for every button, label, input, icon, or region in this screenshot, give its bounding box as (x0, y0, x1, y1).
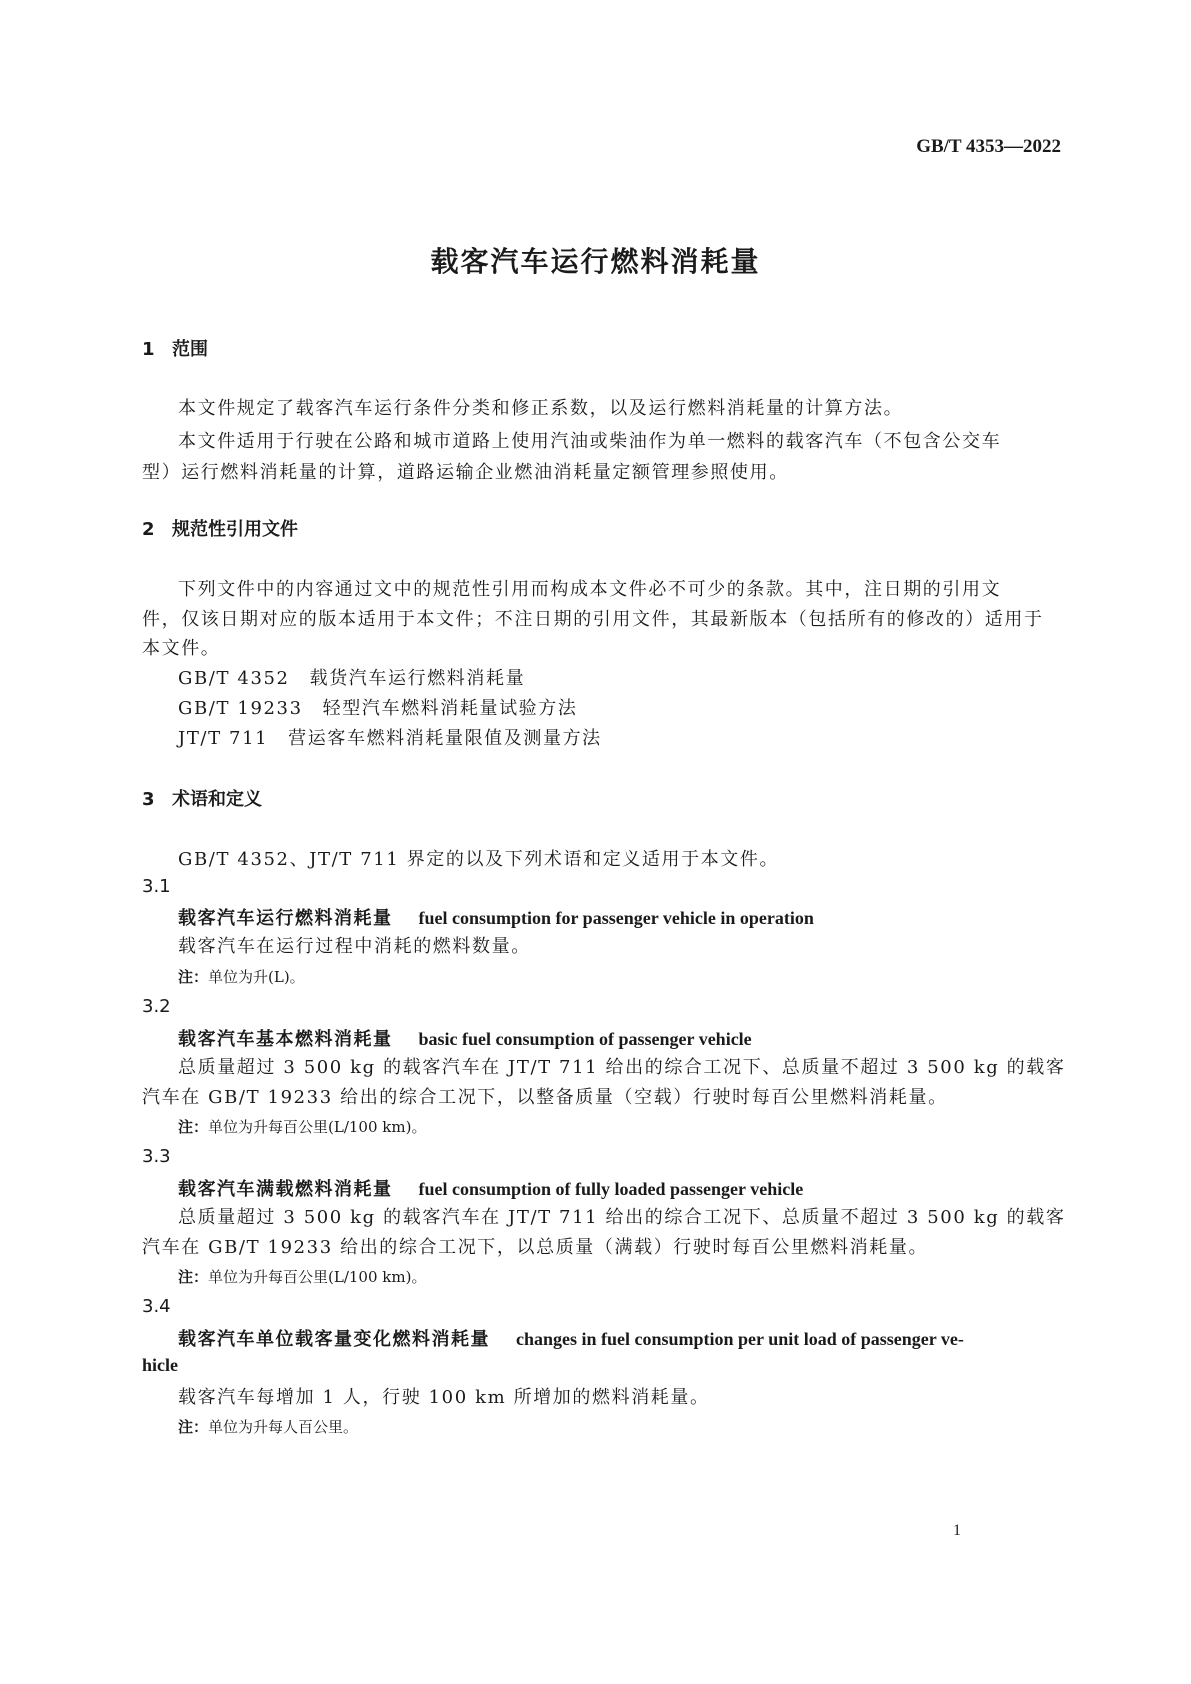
normative-reference (178, 722, 602, 756)
clause-number: 3.2 (142, 996, 171, 1017)
term-chinese: 载客汽车基本燃料消耗量 (178, 1029, 393, 1050)
normative-reference (178, 692, 577, 726)
note (178, 1116, 426, 1137)
term-chinese: 载客汽车满载燃料消耗量 (178, 1179, 393, 1200)
clause-number: 3.3 (142, 1146, 171, 1167)
term-heading (178, 1175, 803, 1201)
section-title: 术语和定义 (172, 789, 262, 810)
term-english: basic fuel consumption of passenger vehicle (418, 1029, 752, 1049)
paragraph: 本文件规定了载客汽车运行条件分类和修正系数，以及运行燃料消耗量的计算方法。 (178, 398, 904, 419)
reference-code: GB/T 4352 (178, 668, 290, 689)
paragraph-continuation: 型）运行燃料消耗量的计算，道路运输企业燃油消耗量定额管理参照使用。 (142, 462, 789, 483)
term-chinese: 载客汽车运行燃料消耗量 (178, 908, 393, 929)
term-definition: 总质量超过 3 500 kg 的载客汽车在 JT/T 711 给出的综合工况下、总质量不超过 3 500 kg 的载客 (178, 1057, 1066, 1078)
section-title: 规范性引用文件 (172, 519, 298, 540)
paragraph-continuation: 件，仅该日期对应的版本适用于本文件；不注日期的引用文件，其最新版本（包括所有的修改的）适用于 (142, 609, 1044, 630)
term-english: fuel consumption of fully loaded passenger vehicle (418, 1179, 804, 1199)
reference-title: 轻型汽车燃料消耗量试验方法 (322, 698, 578, 719)
paragraph-continuation: 本文件。 (142, 638, 221, 659)
note-label: 注： (178, 1418, 209, 1436)
page-number: 1 (953, 1522, 961, 1539)
section-2-heading (142, 515, 298, 541)
section-1-heading (142, 335, 208, 361)
reference-title: 载货汽车运行燃料消耗量 (309, 668, 526, 689)
section-3-heading (142, 785, 262, 811)
document-title: 载客汽车运行燃料消耗量 (430, 245, 761, 278)
standard-number: GB/T 4353—2022 (916, 136, 1061, 157)
paragraph: 本文件适用于行驶在公路和城市道路上使用汽油或柴油作为单一燃料的载客汽车（不包含公交车 (178, 431, 1002, 452)
note (178, 966, 305, 987)
term-definition-continuation: 汽车在 GB/T 19233 给出的综合工况下，以总质量（满载）行驶时每百公里燃料消耗量。 (142, 1237, 929, 1258)
note-text: 单位为升每百公里(L/100 km)。 (208, 1268, 427, 1286)
reference-code: JT/T 711 (178, 728, 269, 749)
section-number: 3 (142, 789, 155, 810)
note-text: 单位为升每人百公里。 (208, 1418, 359, 1436)
term-english: fuel consumption for passenger vehicle in operation (418, 908, 814, 928)
note-label: 注： (178, 968, 209, 986)
note-label: 注： (178, 1268, 209, 1286)
term-chinese: 载客汽车单位载客量变化燃料消耗量 (178, 1329, 490, 1350)
term-english: changes in fuel consumption per unit load of passenger ve- (516, 1329, 964, 1349)
term-definition: 载客汽车在运行过程中消耗的燃料数量。 (178, 936, 531, 957)
clause-number: 3.1 (142, 876, 171, 897)
term-heading (178, 904, 814, 930)
term-definition: 载客汽车每增加 1 人，行驶 100 km 所增加的燃料消耗量。 (178, 1387, 710, 1408)
term-heading (178, 1025, 752, 1051)
note (178, 1416, 358, 1437)
term-heading (178, 1325, 964, 1351)
note-label: 注： (178, 1118, 209, 1136)
note (178, 1266, 426, 1287)
section-number: 2 (142, 519, 155, 540)
note-text: 单位为升每百公里(L/100 km)。 (208, 1118, 427, 1136)
term-definition-continuation: 汽车在 GB/T 19233 给出的综合工况下，以整备质量（空载）行驶时每百公里燃料消耗量。 (142, 1087, 948, 1108)
clause-number: 3.4 (142, 1296, 171, 1317)
note-text: 单位为升(L)。 (208, 968, 305, 986)
normative-reference (178, 662, 525, 696)
section-title: 范围 (172, 339, 208, 360)
term-definition: 总质量超过 3 500 kg 的载客汽车在 JT/T 711 给出的综合工况下、总质量不超过 3 500 kg 的载客 (178, 1207, 1066, 1228)
paragraph: 下列文件中的内容通过文中的规范性引用而构成本文件必不可少的条款。其中，注日期的引用文 (178, 579, 1002, 600)
paragraph: GB/T 4352、JT/T 711 界定的以及下列术语和定义适用于本文件。 (178, 849, 780, 870)
section-number: 1 (142, 339, 155, 360)
reference-code: GB/T 19233 (178, 698, 303, 719)
reference-title: 营运客车燃料消耗量限值及测量方法 (288, 728, 602, 749)
term-english-continuation: hicle (142, 1355, 178, 1375)
